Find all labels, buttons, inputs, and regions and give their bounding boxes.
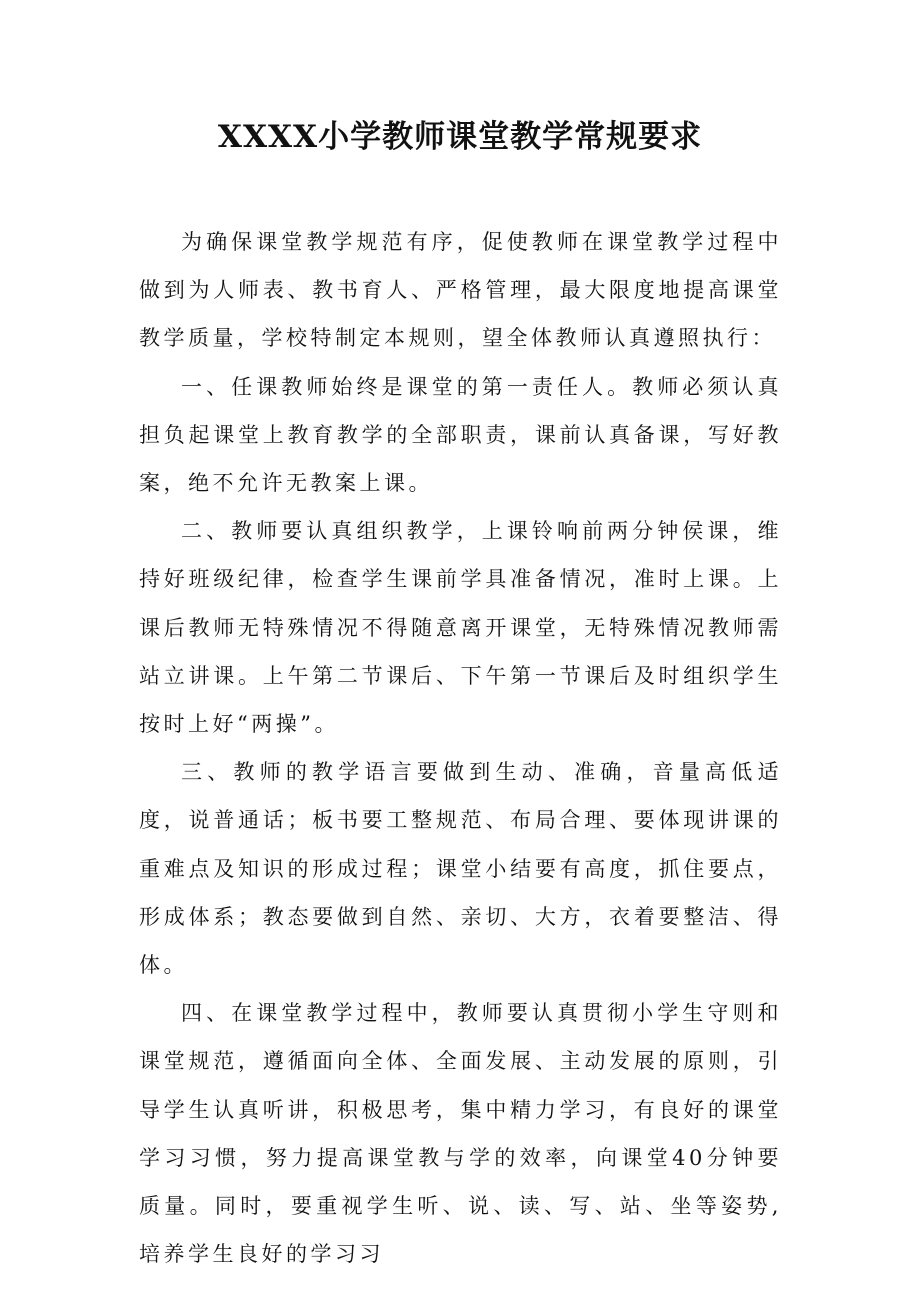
rule-paragraph-1: 一、任课教师始终是课堂的第一责任人。教师必须认真担负起课堂上教育教学的全部职责，课前认真备课，写好教案，绝不允许无教案上课。	[139, 374, 782, 496]
rule-paragraph-4: 四、在课堂教学过程中，教师要认真贯彻小学生守则和课堂规范，遵循面向全体、全面发展、主动发展的原则，引导学生认真听讲，积极思考，集中精力学习，有良好的课堂学习习惯，努力提高课堂教与学的效率，向课堂40分钟要质量。同时，要重视学生听、说、读、写、站、坐等姿势,培养学生良好的学习习	[139, 1001, 782, 1267]
rule-paragraph-3: 三、教师的教学语言要做到生动、准确，音量高低适度，说普通话；板书要工整规范、布局合理、要体现讲课的重难点及知识的形成过程；课堂小结要有高度，抓住要点，形成体系；教态要做到自然、亲切、大方，衣着要整洁、得体。	[139, 760, 782, 978]
document-body	[139, 218, 782, 1278]
rule-paragraph-2: 二、教师要认真组织教学，上课铃响前两分钟侯课，维持好班级纪律，检查学生课前学具准备情况，准时上课。上课后教师无特殊情况不得随意离开课堂，无特殊情况教师需站立讲课。上午第二节课后、下午第一节课后及时组织学生按时上好“两操”。	[139, 519, 782, 737]
intro-paragraph: 为确保课堂教学规范有序，促使教师在课堂教学过程中做到为人师表、教书育人、严格管理，最大限度地提高课堂教学质量，学校特制定本规则，望全体教师认真遵照执行：	[139, 230, 782, 351]
document-title: XXXX小学教师课堂教学常规要求	[217, 119, 703, 155]
